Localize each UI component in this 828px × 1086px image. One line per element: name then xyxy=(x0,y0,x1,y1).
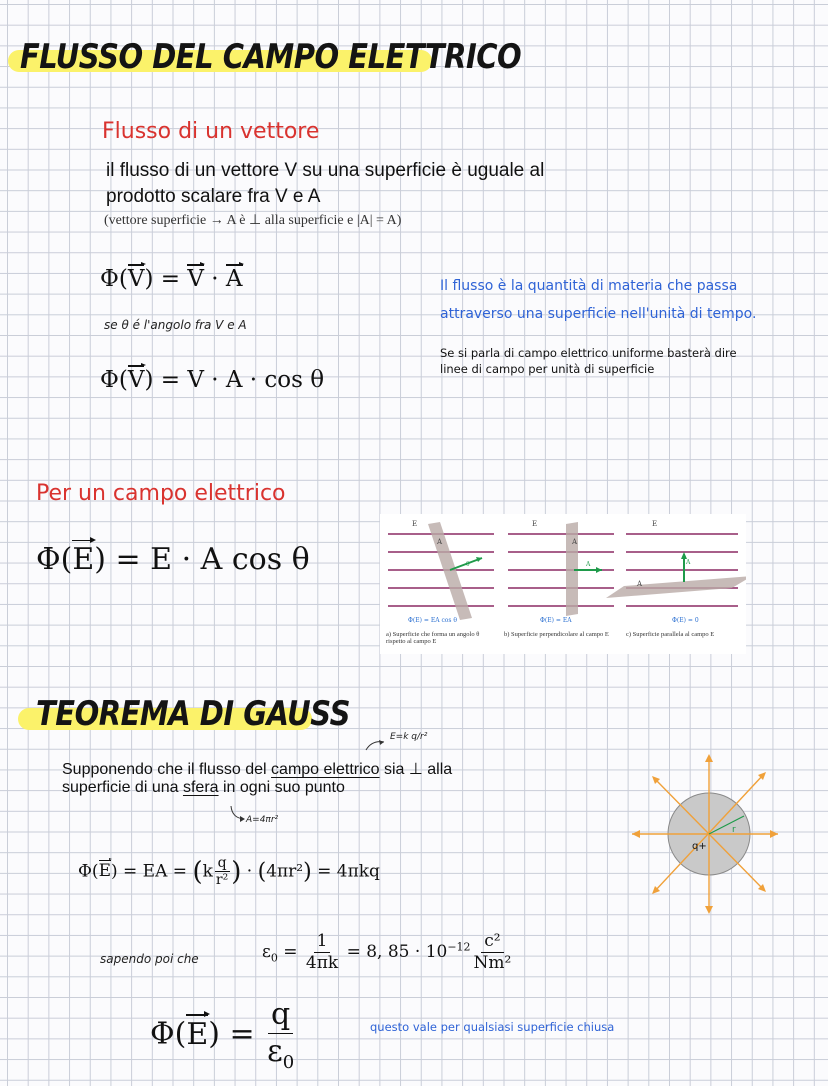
svg-text:A: A xyxy=(686,559,691,566)
section-heading-flux-vector: Flusso di un vettore xyxy=(102,119,320,144)
gauss-line-2: superficie di una sfera in ogni suo punto xyxy=(62,779,345,796)
section-heading-electric-field: Per un campo elettrico xyxy=(36,481,286,506)
flux-definition-blue-2: attraverso una superficie nell'unità di tempo. xyxy=(440,306,757,322)
definition-line-2: prodotto scalare fra V e A xyxy=(106,186,321,207)
electric-flux-formula: Φ(E) = E · A cos θ xyxy=(36,542,310,577)
definition-line-1: il flusso di un vettore V su una superficie è uguale al xyxy=(106,160,545,181)
svg-text:E: E xyxy=(532,520,538,528)
annotation-arrow-A xyxy=(228,804,248,824)
caption-b: b) Superficie perpendicolare al campo E xyxy=(504,631,609,638)
gauss-derivation-formula: Φ(E) = EA = (k $\frac{q}{\text{r²}}$ ) · (4πr²) = 4πkq xyxy=(78,855,380,889)
flux-figure xyxy=(380,514,746,654)
svg-text:Φ(E) = EA cos θ: Φ(E) = EA cos θ xyxy=(408,617,458,624)
vector-surface-note: (vettore superficie → A è ⊥ alla superficie e |A| = A) xyxy=(104,213,402,228)
svg-text:Φ(E) = EA: Φ(E) = EA xyxy=(540,617,572,624)
gauss-law-formula: Φ(E) = $\frac{q}{\varepsilon_0}$ xyxy=(150,997,295,1073)
annotation-arrow-E xyxy=(364,736,388,752)
svg-text:θ: θ xyxy=(466,561,470,568)
svg-text:q+: q+ xyxy=(692,841,707,852)
caption-c: c) Superficie parallela al campo E xyxy=(626,631,715,638)
svg-text:A: A xyxy=(437,538,443,546)
svg-text:r: r xyxy=(732,825,736,835)
svg-text:Φ(E) = 0: Φ(E) = 0 xyxy=(672,617,699,624)
coulomb-field-annotation: E=k q/r² xyxy=(390,732,428,742)
uniform-field-note-1: Se si parla di campo elettrico uniforme basterà dire xyxy=(440,346,737,360)
sapendo-handwritten: sapendo poi che xyxy=(100,952,199,966)
gauss-sphere-diagram xyxy=(632,752,778,922)
svg-text:A: A xyxy=(572,538,578,546)
svg-text:E: E xyxy=(652,520,658,528)
svg-text:A: A xyxy=(586,561,591,568)
surface-c xyxy=(606,576,746,598)
panel-b xyxy=(508,520,614,624)
uniform-field-note-2: linee di campo per unità di superficie xyxy=(440,362,655,376)
page-title: FLUSSO DEL CAMPO ELETTRICO xyxy=(20,36,522,77)
caption-a: a) Superficie che forma un angolo θ rispetto al campo E xyxy=(386,631,480,645)
gauss-title: TEOREMA DI GAUSS xyxy=(36,693,350,734)
sphere-area-annotation: A=4πr² xyxy=(246,815,279,825)
panel-a xyxy=(388,520,494,624)
closed-surface-note: questo vale per qualsiasi superficie chiusa xyxy=(370,1020,615,1034)
flux-definition-blue-1: Il flusso è la quantità di materia che passa xyxy=(440,278,738,294)
epsilon-formula: $\varepsilon_0$ = $\frac{1}{4\pi k}$ = 8, $85 \cdot 10^{-12}$ $\frac{\text{c²}}{\text{Nm²}}$ xyxy=(262,931,512,973)
gauss-line-1: Supponendo che il flusso del campo elettrico sia ⊥ alla xyxy=(62,761,453,778)
svg-text:E: E xyxy=(412,520,418,528)
angle-handwritten-note: se θ é l'angolo fra V e A xyxy=(104,318,247,332)
svg-text:A: A xyxy=(637,580,643,588)
panel-c xyxy=(606,520,746,624)
flux-cos-formula: Φ(V) = V · A · cos θ xyxy=(100,367,325,393)
flux-dot-product-formula: Φ(V) = V · A xyxy=(100,266,243,292)
